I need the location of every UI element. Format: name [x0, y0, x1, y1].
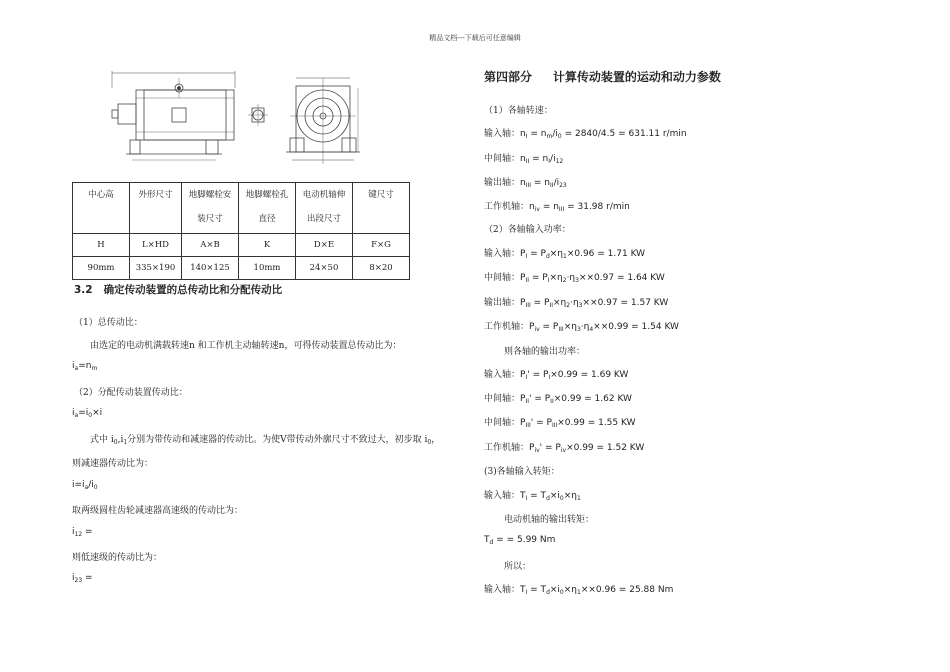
formula-part: ' = P: [530, 418, 552, 428]
formula-part: ' = P: [529, 394, 551, 404]
table-cell: 24×50: [296, 257, 353, 280]
formula-line: [484, 535, 555, 546]
formula-part: ·η: [570, 298, 579, 308]
formula-sub: iv: [534, 326, 540, 333]
table-cell: K: [239, 234, 296, 257]
formula-label: 中间轴：: [484, 394, 521, 404]
formula-line: [72, 527, 93, 538]
formula-part: ××0.97 = 1.57 KW: [582, 298, 669, 308]
table-header-cell: [239, 183, 296, 234]
formula-part: /i: [553, 178, 560, 188]
formula-sub: I: [525, 589, 528, 596]
section-number: 3.2: [74, 284, 93, 296]
formula-part: ××0.97 = 1.64 KW: [578, 273, 665, 283]
table-header-cell: [73, 183, 130, 234]
formula-part: P: [520, 249, 526, 259]
formula-part: ×η: [549, 273, 563, 283]
table-row: [73, 257, 410, 280]
formula-sub: d: [546, 495, 550, 502]
formula-line: [72, 408, 102, 419]
formula-part: ×η: [549, 249, 563, 259]
formula-part: = = 5.99 Nm: [493, 535, 556, 545]
formula-sub: I: [525, 495, 528, 502]
formula-sub: d: [545, 253, 550, 260]
formula-part: = n: [529, 154, 549, 164]
text-line: （1）总传动比：: [74, 318, 143, 328]
formula-part: T: [484, 535, 490, 545]
formula-part: P: [520, 418, 526, 428]
text-line: 电动机轴的输出转矩：: [504, 515, 595, 525]
formula-line: [72, 361, 97, 372]
formula-part: ×η: [563, 491, 577, 501]
formula-sub: 2: [562, 277, 567, 284]
formula-label: 输出轴：: [484, 178, 521, 188]
formula-part: n: [520, 154, 526, 164]
table-cell: L×HD: [130, 234, 182, 257]
part-heading: [484, 68, 721, 85]
formula-label: 输入轴：: [484, 585, 521, 595]
formula-part: n: [520, 129, 526, 139]
formula-sub: 0: [557, 133, 562, 140]
formula-sub: I: [548, 374, 551, 381]
table-header-cell: [296, 183, 353, 234]
formula-label: 中间轴：: [484, 154, 521, 164]
text-part: 分别为带传动和减速器的传动比。为使V带传动外廓尺寸不致过大，初步取 i: [127, 435, 428, 445]
cell-text: 地脚螺栓孔: [245, 190, 289, 200]
formula-part: ' = P: [539, 443, 561, 453]
formula-line: [484, 199, 630, 213]
formula-sub: 0: [559, 495, 564, 502]
formula-sub: III: [525, 422, 531, 429]
formula-sub: 1: [577, 495, 581, 502]
formula-part: = T: [527, 585, 547, 595]
formula-sub: III: [558, 326, 564, 333]
cell-text: 键尺寸: [368, 190, 394, 200]
formula-sub: 0: [88, 412, 93, 419]
table-cell: 140×125: [182, 257, 239, 280]
part-title: 计算传动装置的运动和动力参数: [552, 70, 721, 84]
formula-label: 输入轴：: [484, 370, 521, 380]
formula-sub: 3: [578, 302, 583, 309]
formula-sub: 23: [559, 182, 567, 189]
formula-part: ×0.99 = 1.55 KW: [557, 418, 636, 428]
text-line: （2）分配传动装置传动比：: [74, 388, 188, 398]
formula-sub: a: [74, 365, 79, 372]
formula-label: 工作机轴：: [484, 322, 530, 332]
part-number: 第四部分: [484, 70, 533, 84]
formula-line: [484, 151, 563, 165]
formula-part: ××0.96 = 25.88 Nm: [580, 585, 674, 595]
text-line: 则低速级的传动比为：: [72, 553, 163, 563]
formula-part: = P: [529, 273, 548, 283]
formula-sub: I: [525, 133, 528, 140]
section-heading: [74, 282, 282, 297]
formula-part: P: [529, 322, 535, 332]
text-line: 则各轴的输出功率：: [504, 347, 586, 357]
table-cell: 8×20: [353, 257, 410, 280]
formula-sub: 23: [74, 577, 83, 584]
formula-part: =: [82, 573, 93, 583]
formula-part: = 2840/4.5 = 631.11 r/min: [561, 129, 687, 139]
formula-part: = n: [539, 202, 559, 212]
formula-part: = P: [530, 298, 550, 308]
formula-part: = P: [539, 322, 559, 332]
formula-sub: iv: [534, 447, 540, 454]
formula-line: [484, 295, 668, 309]
formula-part: ×0.96 = 1.71 KW: [566, 249, 646, 259]
formula-sub: II: [550, 398, 554, 405]
formula-part: ×i: [92, 408, 103, 418]
motor-spec-table: [72, 182, 410, 280]
section-title: 确定传动装置的总传动比和分配传动比: [103, 284, 283, 296]
formula-part: n: [520, 178, 526, 188]
formula-line: [484, 582, 673, 596]
table-cell: F×G: [353, 234, 410, 257]
table-cell: A×B: [182, 234, 239, 257]
formula-part: =i: [78, 408, 89, 418]
table-cell: 335×190: [130, 257, 182, 280]
formula-sub: II: [525, 277, 529, 284]
formula-sub: I: [525, 253, 528, 260]
formula-part: i: [72, 408, 75, 418]
formula-part: ×η: [553, 298, 567, 308]
text-line: 则减速器传动比为：: [72, 459, 154, 469]
formula-part: T: [520, 491, 526, 501]
formula-part: /i: [88, 480, 94, 490]
formula-sub: m: [546, 133, 553, 140]
formula-part: P: [520, 298, 526, 308]
formula-part: P: [520, 370, 526, 380]
formula-part: /i: [550, 154, 556, 164]
formula-line: [484, 126, 687, 140]
formula-line: [72, 480, 98, 491]
text-sub: 0: [427, 439, 432, 446]
formula-line: [484, 246, 645, 260]
formula-label: 输入轴：: [484, 491, 521, 501]
formula-sub: d: [489, 539, 494, 546]
table-row: [73, 183, 410, 234]
formula-sub: iv: [560, 447, 567, 454]
formula-sub: II: [525, 158, 530, 165]
formula-sub: II: [549, 302, 554, 309]
formula-part: /i: [552, 129, 558, 139]
formula-part: ×η: [563, 322, 577, 332]
formula-part: P: [520, 273, 526, 283]
formula-part: =n: [78, 361, 92, 371]
formula-part: = n: [527, 129, 547, 139]
text-line: (3)各轴输入转矩：: [484, 467, 560, 477]
formula-line: [484, 391, 632, 405]
formula-sub: 2: [566, 302, 571, 309]
formula-part: ·η: [580, 322, 590, 332]
formula-part: = T: [527, 491, 547, 501]
formula-part: ×0.99 = 1.69 KW: [550, 370, 629, 380]
formula-sub: 1: [563, 253, 567, 260]
formula-label: 中间轴：: [484, 273, 521, 283]
formula-sub: iv: [534, 206, 540, 213]
formula-sub: 4: [589, 326, 594, 333]
cell-text: 出段尺寸: [306, 214, 341, 224]
formula-part: i: [72, 527, 75, 537]
formula-sub: 3: [576, 326, 581, 333]
formula-label: 输入轴：: [484, 129, 521, 139]
text-sub: 1: [123, 439, 128, 446]
formula-line: [484, 440, 644, 454]
formula-sub: 12: [74, 531, 83, 538]
formula-sub: 0: [93, 484, 98, 491]
table-cell: D×E: [296, 234, 353, 257]
text-line: （1）各轴转速：: [484, 106, 553, 116]
motor-drawing: [100, 68, 390, 178]
page-header: 精品文档---下载后可任意编辑: [429, 34, 521, 42]
text-line: 式中 $i_0,i_1$分别为带传动和减速器的传动比。为使V带传动外廓尺寸不致过大，初步取 $i_0$，: [90, 435, 441, 446]
table-cell: H: [73, 234, 130, 257]
formula-sub: I: [525, 374, 528, 381]
table-cell: 90mm: [73, 257, 130, 280]
cell-text: 装尺寸: [197, 214, 223, 224]
formula-line: [484, 488, 581, 502]
cell-text: 地脚螺栓安: [188, 190, 232, 200]
formula-line: [484, 175, 567, 189]
formula-part: n: [529, 202, 535, 212]
formula-label: 工作机轴：: [484, 443, 530, 453]
cell-text: 外形尺寸: [138, 190, 173, 200]
formula-sub: III: [525, 302, 531, 309]
formula-sub: III: [551, 422, 558, 429]
formula-line: [484, 270, 665, 284]
text-sub: 0: [113, 439, 118, 446]
formula-sub: m: [91, 365, 98, 372]
formula-sub: 12: [555, 158, 564, 165]
formula-line: [484, 319, 679, 333]
table-row: [73, 234, 410, 257]
table-header-cell: [130, 183, 182, 234]
text-line: （2）各轴输入功率：: [484, 225, 571, 235]
formula-part: ·η: [566, 273, 576, 283]
text-part: 式中 i: [90, 435, 114, 445]
formula-label: 中间轴：: [484, 418, 521, 428]
formula-part: ××0.99 = 1.54 KW: [593, 322, 679, 332]
formula-line: [72, 573, 93, 584]
formula-part: P: [520, 394, 526, 404]
formula-line: [484, 415, 635, 429]
formula-part: ' = P: [527, 370, 549, 380]
formula-label: 工作机轴：: [484, 202, 530, 212]
formula-part: ×0.99 = 1.52 KW: [566, 443, 645, 453]
formula-part: =: [82, 527, 93, 537]
formula-part: ×i: [549, 585, 560, 595]
formula-sub: I: [547, 277, 550, 284]
text-part: ,i: [117, 435, 124, 445]
formula-sub: III: [525, 182, 532, 189]
formula-part: ×0.99 = 1.62 KW: [553, 394, 632, 404]
formula-sub: d: [546, 589, 550, 596]
formula-sub: a: [74, 412, 79, 419]
formula-sub: 1: [577, 589, 581, 596]
formula-label: 输出轴：: [484, 298, 521, 308]
formula-part: = P: [527, 249, 546, 259]
table-header-cell: [182, 183, 239, 234]
formula-part: P: [529, 443, 535, 453]
formula-part: ×η: [563, 585, 577, 595]
formula-part: i: [72, 573, 75, 583]
cell-text: 中心高: [88, 190, 114, 200]
formula-line: [484, 367, 628, 381]
formula-sub: III: [558, 206, 565, 213]
formula-sub: 3: [575, 277, 579, 284]
formula-sub: a: [84, 484, 89, 491]
text-line: 由选定的电动机满载转速n 和工作机主动轴转速n，可得传动装置总传动比为：: [90, 341, 402, 351]
formula-part: i=i: [72, 480, 85, 490]
formula-sub: 0: [559, 589, 564, 596]
text-line: 取两级圆柱齿轮减速器高速级的传动比为：: [72, 506, 244, 516]
table-header-cell: [353, 183, 410, 234]
formula-part: ×i: [549, 491, 560, 501]
formula-part: i: [72, 361, 75, 371]
formula-part: = n: [531, 178, 551, 188]
formula-part: = 31.98 r/min: [564, 202, 630, 212]
formula-sub: II: [525, 398, 529, 405]
text-line: 所以：: [504, 562, 532, 572]
table-cell: 10mm: [239, 257, 296, 280]
cell-text: 直径: [258, 214, 276, 224]
formula-part: T: [520, 585, 526, 595]
formula-sub: I: [548, 158, 551, 165]
cell-text: 电动机轴伸: [302, 190, 346, 200]
formula-sub: II: [550, 182, 554, 189]
formula-label: 输入轴：: [484, 249, 521, 259]
